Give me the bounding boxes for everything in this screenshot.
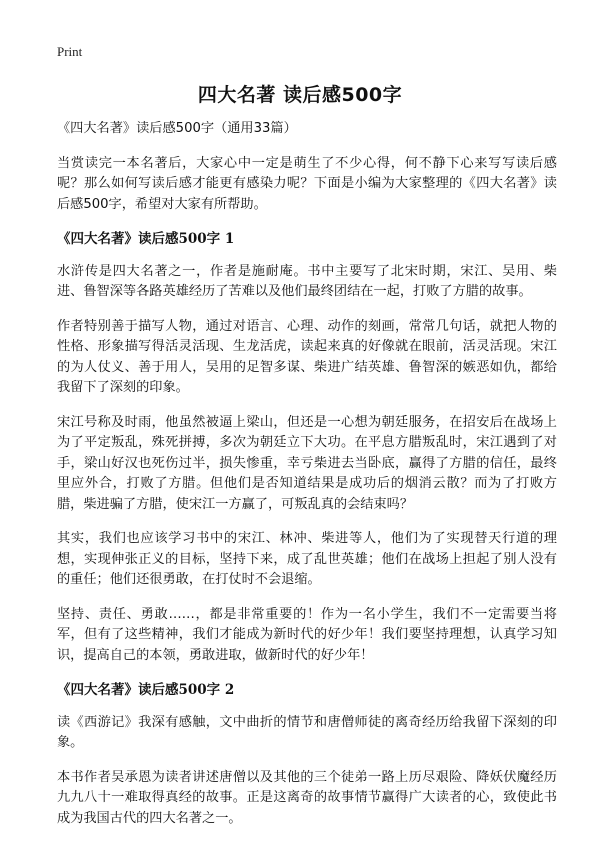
section-1-paragraph: 作者特别善于描写人物，通过对语言、心理、动作的刻画，常常几句话，就把人物的性格、形象描写得活灵活现、生龙活虎，读起来真的好像就在眼前，活灵活现。宋江的为人仗义、善于用人，吴用的足智多谋、柴进广结英雄、鲁智深的嫉恶如仇，都给我留下了深刻的印象。: [57, 318, 557, 395]
section-1-paragraph: 宋江号称及时雨，他虽然被逼上梁山，但还是一心想为朝廷服务，在招安后在战场上为了平定叛乱，殊死拼搏，多次为朝廷立下大功。在平息方腊叛乱时，宋江遇到了对手，梁山好汉也死伤过半，损失惨重，幸亏柴进去当卧底，赢得了方腊的信任，最终里应外合，打败了方腊。但他们是否知道结果是成功后的烟消云散？而为了打败方腊，柴进骗了方腊，使宋江一方赢了，可叛乱真的会结束吗？: [57, 414, 557, 512]
page-title: 四大名著 读后感500字: [197, 84, 403, 106]
intro-paragraph: 当赏读完一本名著后，大家心中一定是萌生了不少心得，何不静下心来写写读后感呢？那么如何写读后感才能更有感染力呢？下面是小编为大家整理的《四大名著》读后感500字，希望对大家有所帮助。: [57, 155, 557, 212]
section-1-paragraph: 坚持、责任、勇敢……，都是非常重要的！作为一名小学生，我们不一定需要当将军，但有了这些精神，我们才能成为新时代的好少年！我们要坚持理想，认真学习知识，提高自己的本领，勇敢进取，做新时代的好少年！: [57, 606, 557, 663]
section-heading-1: 《四大名著》读后感500字 1: [57, 231, 235, 247]
section-heading-2: 《四大名著》读后感500字 2: [57, 682, 235, 698]
article-body: [57, 119, 557, 843]
section-1-paragraph: 水浒传是四大名著之一，作者是施耐庵。书中主要写了北宋时期，宋江、吴用、柴进、鲁智深等各路英雄经历了苦难以及他们最终团结在一起，打败了方腊的故事。: [57, 263, 557, 299]
section-2-paragraph: 读《西游记》我深有感触，文中曲折的情节和唐僧师徒的离奇经历给我留下深刻的印象。: [57, 714, 557, 750]
print-link[interactable]: Print: [57, 44, 83, 59]
article-subtitle: 《四大名著》读后感500字（通用33篇）: [57, 121, 297, 136]
section-2-paragraph: 本书作者吴承恩为读者讲述唐僧以及其他的三个徒弟一路上历尽艰险、降妖伏魔经历九九八十一难取得真经的故事。正是这离奇的故事情节赢得广大读者的心，致使此书成为我国古代的四大名著之一。: [57, 769, 557, 826]
section-1-paragraph: 其实，我们也应该学习书中的宋江、林冲、柴进等人，他们为了实现替天行道的理想，实现伸张正义的目标，坚持下来，成了乱世英雄；他们在战场上担起了别人没有的重任；他们还很勇敢，在打仗时不会退缩。: [57, 531, 557, 587]
